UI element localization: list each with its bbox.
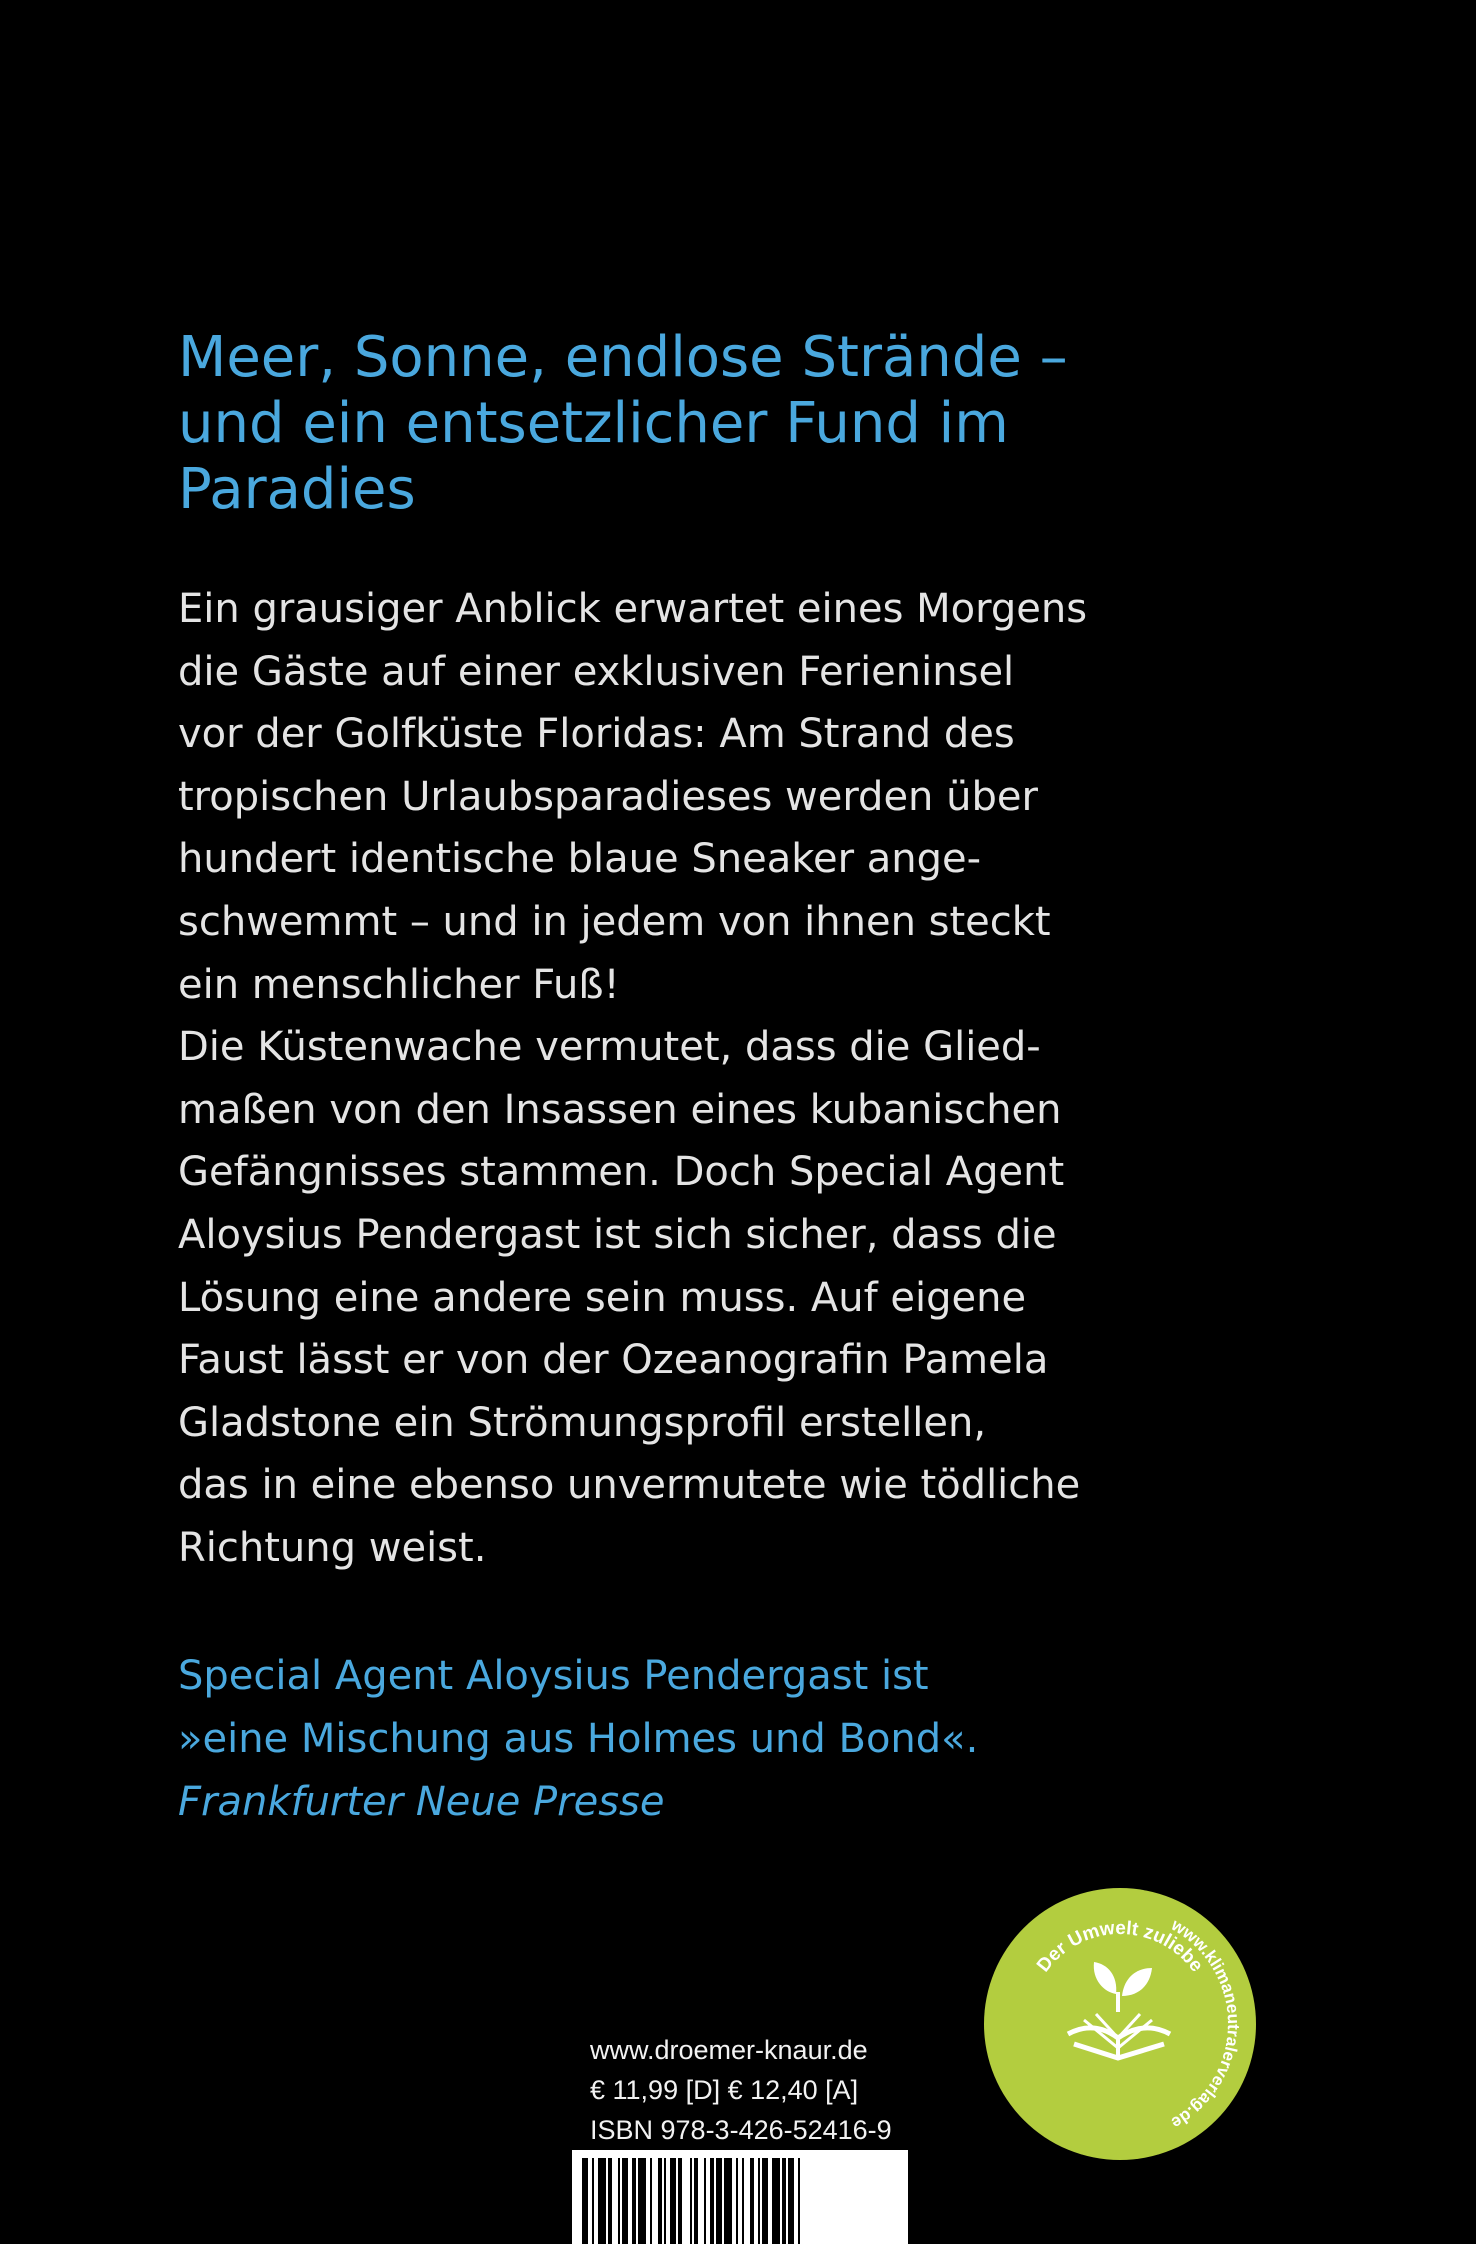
blurb-line: Die Küstenwache vermutet, dass die Glied- <box>178 1024 1041 1071</box>
headline-line: Meer, Sonne, endlose Strände – <box>178 325 1068 390</box>
barcode-bar <box>618 2158 620 2244</box>
barcode-bar <box>632 2158 636 2244</box>
barcode-bar <box>690 2158 692 2244</box>
barcode-bar <box>762 2158 768 2244</box>
blurb-line: Aloysius Pendergast ist sich sicher, dass die <box>178 1211 1057 1258</box>
quote-source: Frankfurter Neue Presse <box>178 1779 665 1825</box>
price-label: € 11,99 [D] € 12,40 [A] <box>590 2075 859 2105</box>
barcode-bar <box>710 2158 714 2244</box>
barcode <box>572 2150 908 2244</box>
blurb-line: tropischen Urlaubsparadieses werden über <box>178 773 1038 820</box>
barcode-bar <box>772 2158 780 2244</box>
blurb-line: Lösung eine andere sein muss. Auf eigene <box>178 1274 1027 1321</box>
press-quote <box>178 1645 1328 1834</box>
publisher-website: www.droemer-knaur.de <box>590 2035 868 2065</box>
headline-line: und ein entsetzlicher Fund im <box>178 391 1009 456</box>
blurb-line: maßen von den Insassen eines kubanischen <box>178 1086 1062 1133</box>
headline <box>178 325 1328 523</box>
badge-slogan: Der Umwelt zuliebe <box>1033 1917 1208 1977</box>
quote-line: Special Agent Aloysius Pendergast ist <box>178 1653 929 1699</box>
blurb-line: ein menschlicher Fuß! <box>178 961 620 1008</box>
barcode-bar <box>658 2158 662 2244</box>
barcode-bar <box>650 2158 652 2244</box>
barcode-bar <box>694 2158 698 2244</box>
barcode-bar <box>742 2158 744 2244</box>
barcode-bar <box>736 2158 738 2244</box>
blurb-line: vor der Golfküste Floridas: Am Strand des <box>178 711 1015 758</box>
barcode-bar <box>608 2158 612 2244</box>
barcode-bar <box>678 2158 682 2244</box>
blurb-line: Richtung weist. <box>178 1524 487 1571</box>
headline-line: Paradies <box>178 457 416 522</box>
blurb-text <box>178 578 1378 1580</box>
badge-url: www.klimaneutralerverlag.de <box>1168 1915 1244 2133</box>
barcode-bar <box>598 2158 606 2244</box>
barcode-bar <box>716 2158 722 2244</box>
blurb-line: Gefängnisses stammen. Doch Special Agent <box>178 1149 1065 1196</box>
blurb-line: schwemmt – und in jedem von ihnen steckt <box>178 898 1051 945</box>
blurb-line: das in eine ebenso unvermutete wie tödliche <box>178 1462 1081 1509</box>
climate-neutral-badge <box>984 1888 1256 2160</box>
barcode-bar <box>592 2158 594 2244</box>
barcode-bar <box>582 2158 588 2244</box>
blurb-line: Ein grausiger Anblick erwartet eines Morgens <box>178 586 1088 632</box>
barcode-bar <box>664 2158 666 2244</box>
barcode-bar <box>788 2158 794 2244</box>
isbn-label: ISBN 978-3-426-52416-9 <box>590 2115 892 2145</box>
blurb-line: hundert identische blaue Sneaker ange- <box>178 836 982 883</box>
barcode-bar <box>638 2158 646 2244</box>
barcode-bar <box>798 2158 800 2244</box>
barcode-bar <box>622 2158 628 2244</box>
blurb-line: Faust lässt er von der Ozeanografin Pamela <box>178 1337 1049 1384</box>
barcode-bar <box>758 2158 760 2244</box>
blurb-line: die Gäste auf einer exklusiven Ferieninsel <box>178 648 1015 695</box>
blurb-line: Gladstone ein Strömungsprofil erstellen, <box>178 1399 987 1446</box>
barcode-bar <box>750 2158 754 2244</box>
quote-line: »eine Mischung aus Holmes und Bond«. <box>178 1716 979 1762</box>
barcode-bar <box>704 2158 706 2244</box>
barcode-bar <box>782 2158 786 2244</box>
barcode-bar <box>724 2158 732 2244</box>
publisher-info <box>590 2030 910 2150</box>
barcode-bar <box>670 2158 676 2244</box>
